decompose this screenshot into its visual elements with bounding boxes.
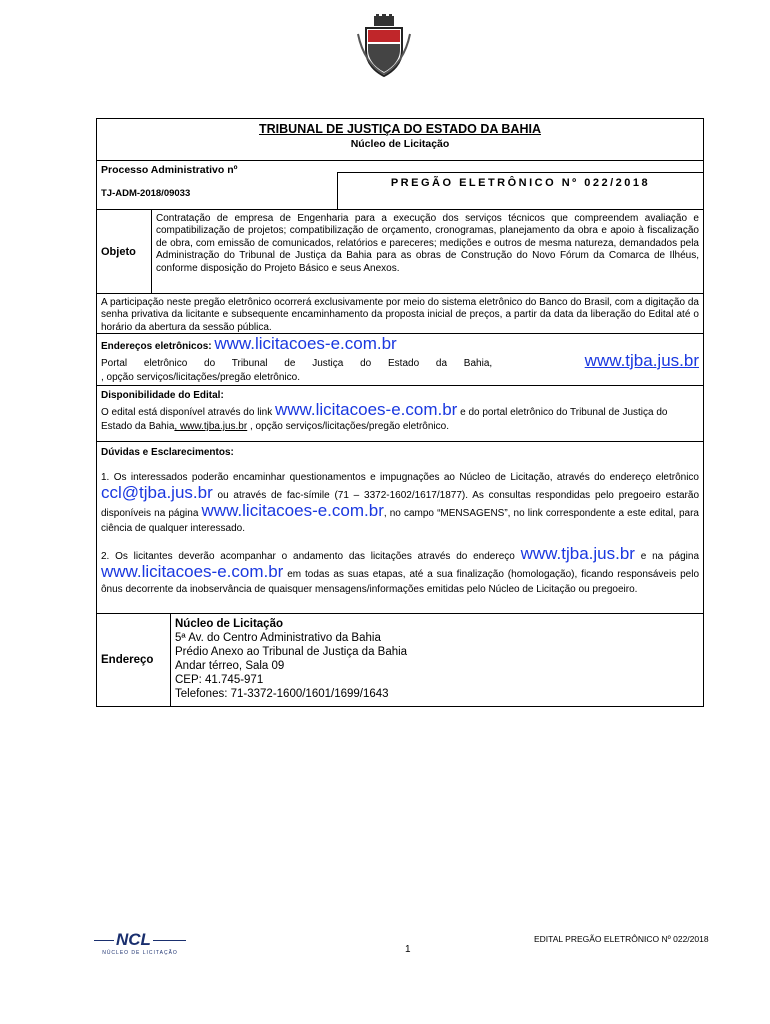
ncl-logo (94, 930, 186, 962)
link-licitacoes[interactable]: www.licitacoes-e.com.br (214, 334, 397, 353)
footer-edital: EDITAL PREGÃO ELETRÔNICO Nº 022/2018 (534, 934, 709, 944)
availability-label: Disponibilidade do Edital: (101, 390, 224, 401)
availability-link1[interactable]: www.licitacoes-e.com.br (275, 400, 458, 419)
doubts-p2-c: em todas as suas etapas, até a sua finalização (homologação), ficando responsáveis pelo ônus decorrente da inobservância de quaisquer mensagens/informações emitidas pelo Núcleo de Licitação ou pregoeiro. (101, 569, 700, 595)
availability-text1: O edital está disponível através do link (101, 407, 273, 418)
addresses-label: Endereços eletrônicos: (101, 341, 212, 352)
address-line: Andar térreo, Sala 09 (175, 660, 285, 672)
coat-of-arms-icon (356, 14, 412, 78)
court-title: TRIBUNAL DE JUSTIÇA DO ESTADO DA BAHIA (259, 122, 541, 136)
link-tjba[interactable]: www.tjba.jus.br (584, 351, 699, 370)
electronic-addresses (97, 334, 703, 386)
doubts-p2-a: 2. Os licitantes deverão acompanhar o andamento das licitações através do endereço (101, 551, 515, 562)
ncl-logo-subtitle: NÚCLEO DE LICITAÇÃO (102, 950, 178, 956)
portal-text: Portal eletrônico do Tribunal de Justiça do Estado da Bahia, (101, 358, 493, 369)
doubts-p2-b: e na página (640, 551, 700, 562)
address-line: CEP: 41.745-971 (175, 674, 264, 686)
availability-link2[interactable]: , www.tjba.jus.br (174, 421, 248, 432)
availability-text3: , opção serviços/licitações/pregão eletrônico. (249, 421, 449, 432)
doubts-p1-a: 1. Os interessados poderão encaminhar questionamentos e impugnações ao Núcleo de Licitação, através do endereço eletrônico (101, 472, 699, 483)
title-block (97, 119, 703, 161)
address-line: 5ª Av. do Centro Administrativo da Bahia (175, 632, 381, 644)
address-line: Telefones: 71-3372-1600/1601/1699/1643 (175, 688, 389, 700)
object-text: Contratação de empresa de Engenharia para a execução dos serviços técnicos que compreendem avaliação e compatibilização de projetos; compatibilização de orçamento, cronogramas, planejamento da obra e apoio à fiscalização de obra, com emissão de comunicados, relatórios e pareceres; medições e outros de mesma natureza, demandados pela Administração do Tribunal de Justiça da Bahia para as obras de Construção do Novo Fórum da Comarca de Ilhéus, conforme disposição do Projeto Básico e seus Anexos. (156, 213, 699, 274)
page-number: 1 (405, 944, 411, 955)
process-number: TJ-ADM-2018/09033 (101, 188, 191, 199)
address-label: Endereço (97, 614, 171, 706)
pregao-title: PREGÃO ELETRÔNICO Nº 022/2018 (337, 172, 703, 209)
doubts-p1-link[interactable]: www.licitacoes-e.com.br (201, 501, 384, 520)
process-row (97, 161, 703, 210)
portal-suffix: , opção serviços/licitações/pregão eletrônico. (101, 372, 300, 383)
doubts-p2-link2[interactable]: www.licitacoes-e.com.br (101, 562, 284, 581)
availability-row (97, 386, 703, 442)
doubts-row (97, 442, 703, 614)
email-ccl[interactable]: ccl@tjba.jus.br (101, 483, 213, 502)
participation-text: A participação neste pregão eletrônico ocorrerá exclusivamente por meio do sistema eletrônico do Banco do Brasil, com a digitação da senha privativa da licitante e subsequente encaminhamento da proposta inicial de preços, a partir da data da liberação do Edital até o horário da abertura da sessão pública. (97, 294, 703, 334)
address-row (97, 614, 703, 706)
object-label: Objeto (97, 210, 152, 293)
department-title: Núcleo de Licitação (350, 138, 450, 150)
address-line: Prédio Anexo ao Tribunal de Justiça da Bahia (175, 646, 408, 658)
doubts-p2-link1[interactable]: www.tjba.jus.br (520, 544, 635, 563)
address-line: Núcleo de Licitação (175, 618, 284, 630)
document-frame (96, 118, 704, 707)
doubts-p1-b: ou através de fac-símile (71 – 3372-1602/1617/1877). As consultas respondidas pelo pregoeiro estarão disponíveis na página (101, 490, 700, 519)
doubts-label: Dúvidas e Esclarecimentos: (101, 447, 234, 458)
doubts-p1-c: , no campo “MENSAGENS”, no link correspondente a este edital, para ciência de qualquer interessado. (101, 508, 699, 534)
ncl-logo-text: NCL (116, 930, 151, 949)
availability-text2: e do portal eletrônico do Tribunal de Justiça do Estado da Bahia (101, 407, 668, 432)
object-row (97, 210, 703, 294)
process-label: Processo Administrativo nº (101, 164, 238, 176)
